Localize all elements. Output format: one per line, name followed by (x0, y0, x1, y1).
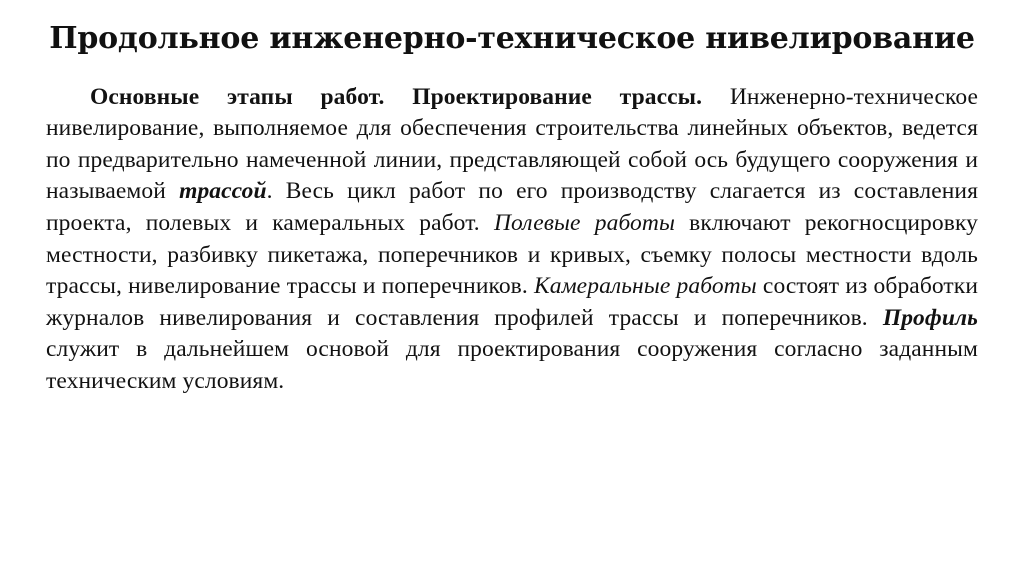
paragraph-fragment-kameralnye-raboty: Камеральные работы (534, 273, 757, 300)
paragraph-fragment-3: . Весь цикл работ по его производству слагается из составления проекта, полевых и камеральных работ. (46, 178, 978, 236)
paragraph-fragment-9: служит в дальнейшем основой для проектирования сооружения согласно заданным техническим условиям. (46, 336, 978, 394)
paragraph-fragment-profil: Профиль (882, 304, 978, 331)
paragraph-fragment-polevye-raboty: Полевые работы (493, 209, 675, 236)
paragraph-fragment-1: Инженерно-техническое нивелирование, выполняемое для обеспечения строительства линейных объектов, ведется по предварительно намеченной линии, представляющей собой ось будущего сооружения и называемой (46, 83, 979, 205)
paragraph-fragment-5: включают рекогносцировку местности, разбивку пикетажа, поперечников и кривых, съемку полосы местности вдоль трассы, нивелирование трассы и поперечников. (46, 209, 978, 300)
paragraph-fragment-7: состоят из обработки журналов нивелирования и составления профилей трассы и поперечников. (46, 273, 978, 331)
paragraph-fragment-trassoy: трассой (179, 178, 267, 205)
body-paragraph (46, 82, 978, 398)
paragraph-fragment-heading: Основные этапы работ. Проектирование трассы. (90, 83, 703, 110)
page-title: Продольное инженерно-техническое нивелирование (49, 21, 975, 56)
